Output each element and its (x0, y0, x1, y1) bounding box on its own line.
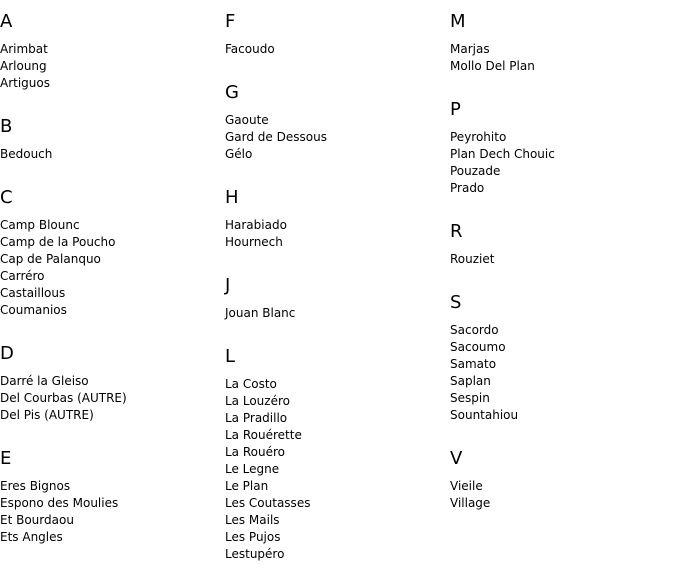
list-item (225, 495, 445, 512)
letter-group-v (450, 448, 670, 525)
place-list (0, 146, 220, 163)
list-item (0, 302, 220, 319)
place-link[interactable]: Eres Bignos (0, 479, 71, 493)
place-link[interactable]: Jouan Blanc (225, 306, 296, 320)
place-link[interactable]: Hournech (225, 235, 283, 249)
place-list (225, 41, 445, 58)
place-link[interactable]: Bedouch (0, 147, 53, 161)
place-list (450, 129, 670, 197)
list-item (450, 407, 670, 424)
list-item (0, 41, 220, 58)
group-spacer (225, 251, 445, 264)
place-link[interactable]: Marjas (450, 42, 490, 56)
place-link[interactable]: Peyrohito (450, 130, 507, 144)
group-spacer (0, 92, 220, 105)
list-item (225, 129, 445, 146)
place-link[interactable]: Gard de Dessous (225, 130, 327, 144)
list-item (450, 373, 670, 390)
letter-group-d (0, 343, 220, 437)
group-spacer (0, 163, 220, 176)
place-link[interactable]: Lestupéro (225, 547, 285, 561)
list-item (225, 546, 445, 563)
list-item (0, 390, 220, 407)
place-link[interactable]: Les Mails (225, 513, 280, 527)
place-link[interactable]: Sespin (450, 391, 490, 405)
letter-heading: G (225, 82, 239, 103)
letter-heading: R (450, 221, 463, 242)
place-list (450, 478, 670, 512)
list-item (225, 410, 445, 427)
letter-group-j (225, 275, 445, 335)
place-link[interactable]: Le Plan (225, 479, 269, 493)
place-link[interactable]: Rouziet (450, 252, 495, 266)
place-list (225, 217, 445, 251)
place-list (450, 322, 670, 424)
list-item (0, 285, 220, 302)
list-item (0, 478, 220, 495)
list-item (450, 180, 670, 197)
letter-group-p (450, 99, 670, 210)
list-item (0, 234, 220, 251)
place-link[interactable]: Harabiado (225, 218, 287, 232)
list-item (0, 529, 220, 546)
letter-group-l (225, 346, 445, 576)
letter-group-f (225, 11, 445, 71)
list-item (450, 495, 670, 512)
list-item (0, 75, 220, 92)
index-column-2 (225, 0, 445, 576)
list-item (450, 251, 670, 268)
letter-group-h (225, 187, 445, 264)
group-spacer (0, 546, 220, 559)
list-item (225, 146, 445, 163)
place-link[interactable]: Camp de la Poucho (0, 235, 116, 249)
index-column-1 (0, 0, 220, 559)
letter-group-r (450, 221, 670, 281)
letter-group-c (0, 187, 220, 332)
list-item (225, 217, 445, 234)
list-item (0, 512, 220, 529)
place-link[interactable]: Les Coutasses (225, 496, 311, 510)
list-item (450, 390, 670, 407)
place-link[interactable]: Espono des Moulies (0, 496, 119, 510)
list-item (450, 322, 670, 339)
letter-heading: F (225, 11, 236, 32)
place-link[interactable]: Del Pis (AUTRE) (0, 408, 94, 422)
group-spacer (225, 58, 445, 71)
place-link[interactable]: Plan Dech Chouic (450, 147, 555, 161)
place-link[interactable]: Sountahiou (450, 408, 519, 422)
place-list (450, 41, 670, 75)
letter-heading: B (0, 116, 13, 137)
place-link[interactable]: Gaoute (225, 113, 269, 127)
letter-heading: D (0, 343, 14, 364)
list-item (450, 58, 670, 75)
group-spacer (450, 512, 670, 525)
list-item (0, 268, 220, 285)
place-link[interactable]: Castaillous (0, 286, 66, 300)
list-item (0, 495, 220, 512)
place-list (0, 478, 220, 546)
list-item (450, 41, 670, 58)
list-item (0, 407, 220, 424)
letter-heading: A (0, 11, 13, 32)
group-spacer (0, 319, 220, 332)
place-list (450, 251, 670, 268)
group-spacer (450, 424, 670, 437)
list-item (225, 393, 445, 410)
place-link[interactable]: Arloung (0, 59, 47, 73)
list-item (0, 217, 220, 234)
place-link[interactable]: La Louzéro (225, 394, 290, 408)
place-link[interactable]: Et Bourdaou (0, 513, 74, 527)
place-list (0, 373, 220, 424)
place-link[interactable]: Mollo Del Plan (450, 59, 535, 73)
place-link[interactable]: Artiguos (0, 76, 50, 90)
list-item (450, 339, 670, 356)
list-item (450, 146, 670, 163)
place-link[interactable]: Le Legne (225, 462, 280, 476)
place-link[interactable]: Carréro (0, 269, 45, 283)
list-item (225, 112, 445, 129)
place-link[interactable]: La Rouéro (225, 445, 285, 459)
letter-heading: J (225, 275, 231, 296)
letter-heading: L (225, 346, 236, 367)
list-item (0, 373, 220, 390)
place-link[interactable]: La Costo (225, 377, 277, 391)
letter-heading: V (450, 448, 463, 469)
place-link[interactable]: Gélo (225, 147, 253, 161)
group-spacer (225, 322, 445, 335)
place-list (225, 376, 445, 563)
list-item (225, 234, 445, 251)
place-list (225, 112, 445, 163)
letter-group-e (0, 448, 220, 559)
place-link[interactable]: La Rouérette (225, 428, 302, 442)
place-link[interactable]: Ets Angles (0, 530, 63, 544)
letter-group-m (450, 11, 670, 88)
place-list (225, 305, 445, 322)
place-link[interactable]: Camp Blounc (0, 218, 80, 232)
list-item (450, 478, 670, 495)
place-link[interactable]: Pouzade (450, 164, 501, 178)
group-spacer (450, 75, 670, 88)
letter-heading: C (0, 187, 13, 208)
list-item (225, 529, 445, 546)
list-item (225, 41, 445, 58)
place-link[interactable]: Saplan (450, 374, 491, 388)
letter-heading: H (225, 187, 239, 208)
list-item (0, 146, 220, 163)
group-spacer (225, 563, 445, 576)
place-link[interactable]: Prado (450, 181, 485, 195)
place-link[interactable]: Les Pujos (225, 530, 281, 544)
list-item (450, 129, 670, 146)
place-link[interactable]: Sacordo (450, 323, 499, 337)
list-item (225, 461, 445, 478)
list-item (0, 251, 220, 268)
place-link[interactable]: Vieile (450, 479, 483, 493)
index-column-3 (450, 0, 670, 525)
place-link[interactable]: Samato (450, 357, 497, 371)
letter-heading: E (0, 448, 12, 469)
letter-heading: M (450, 11, 466, 32)
place-link[interactable]: Coumanios (0, 303, 67, 317)
place-list (0, 41, 220, 92)
list-item (450, 356, 670, 373)
letter-group-g (225, 82, 445, 176)
list-item (225, 427, 445, 444)
list-item (225, 512, 445, 529)
place-link[interactable]: Darré la Gleiso (0, 374, 89, 388)
list-item (450, 163, 670, 180)
letter-group-a (0, 11, 220, 105)
list-item (225, 376, 445, 393)
place-link[interactable]: Facoudo (225, 42, 275, 56)
group-spacer (450, 268, 670, 281)
list-item (225, 444, 445, 461)
place-link[interactable]: La Pradillo (225, 411, 288, 425)
list-item (225, 305, 445, 322)
group-spacer (225, 163, 445, 176)
place-link[interactable]: Village (450, 496, 491, 510)
place-link[interactable]: Del Courbas (AUTRE) (0, 391, 127, 405)
letter-heading: S (450, 292, 462, 313)
place-link[interactable]: Sacoumo (450, 340, 506, 354)
letter-heading: P (450, 99, 461, 120)
group-spacer (450, 197, 670, 210)
letter-group-s (450, 292, 670, 437)
place-link[interactable]: Cap de Palanquo (0, 252, 101, 266)
group-spacer (0, 424, 220, 437)
place-list (0, 217, 220, 319)
place-link[interactable]: Arimbat (0, 42, 48, 56)
list-item (0, 58, 220, 75)
list-item (225, 478, 445, 495)
letter-group-b (0, 116, 220, 176)
